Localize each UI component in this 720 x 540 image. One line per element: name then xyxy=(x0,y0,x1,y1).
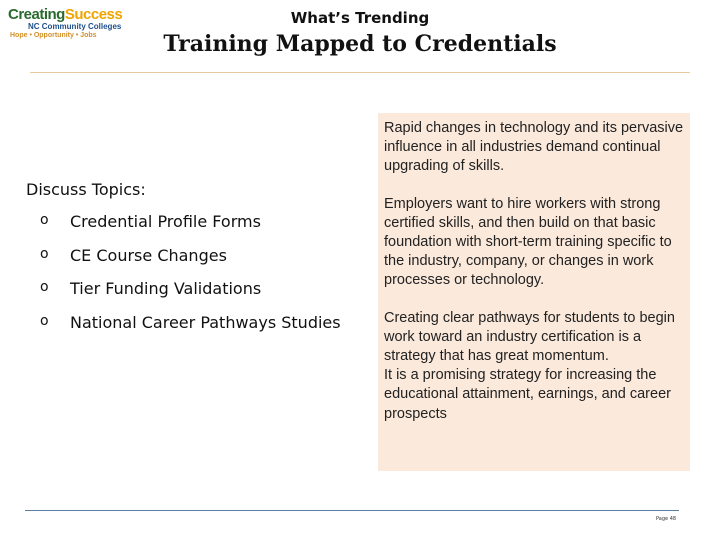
topic-label: Tier Funding Validations xyxy=(70,279,262,298)
logo-brand-part2: Success xyxy=(64,6,123,23)
bullet-icon: o xyxy=(40,245,49,262)
bullet-icon: o xyxy=(40,312,49,329)
logo-subtitle: NC Community Colleges xyxy=(28,22,122,31)
topic-label: CE Course Changes xyxy=(70,245,227,265)
panel-paragraph-3: Creating clear pathways for students to begin work toward an industry certification is a strategy that has great momentum. xyxy=(384,309,675,365)
list-item xyxy=(40,246,341,280)
panel-paragraph-2: Employers want to hire workers with strong certified skills, and then build on that basic foundation with short-term training specific to the industry, company, or changes in work processes or technology. xyxy=(384,195,672,289)
footer-divider xyxy=(25,510,679,511)
list-item xyxy=(40,279,341,313)
panel-paragraph-1: Rapid changes in technology and its pervasive influence in all industries demand continual upgrading of skills. xyxy=(384,120,684,175)
panel-paragraph-4: It is a promising strategy for increasing the educational attainment, earnings, and career prospects xyxy=(384,367,671,422)
info-panel xyxy=(378,113,690,471)
list-item xyxy=(40,313,341,347)
logo-brand-part1: Creating xyxy=(8,6,65,23)
bullet-icon: o xyxy=(40,279,49,295)
logo-tagline: Hope • Opportunity • Jobs xyxy=(10,32,97,39)
topic-label: Credential Profile Forms xyxy=(70,212,261,231)
bullet-icon: o xyxy=(40,212,49,228)
topics-list xyxy=(40,212,341,346)
page-kicker: What’s Trending xyxy=(290,9,430,27)
topics-heading: Discuss Topics: xyxy=(26,180,146,199)
page-title: Training Mapped to Credentials xyxy=(163,31,557,57)
topic-label: National Career Pathways Studies xyxy=(70,312,341,332)
page-number: Page 48 xyxy=(656,516,677,522)
header-divider xyxy=(30,72,690,73)
list-item xyxy=(40,212,341,246)
